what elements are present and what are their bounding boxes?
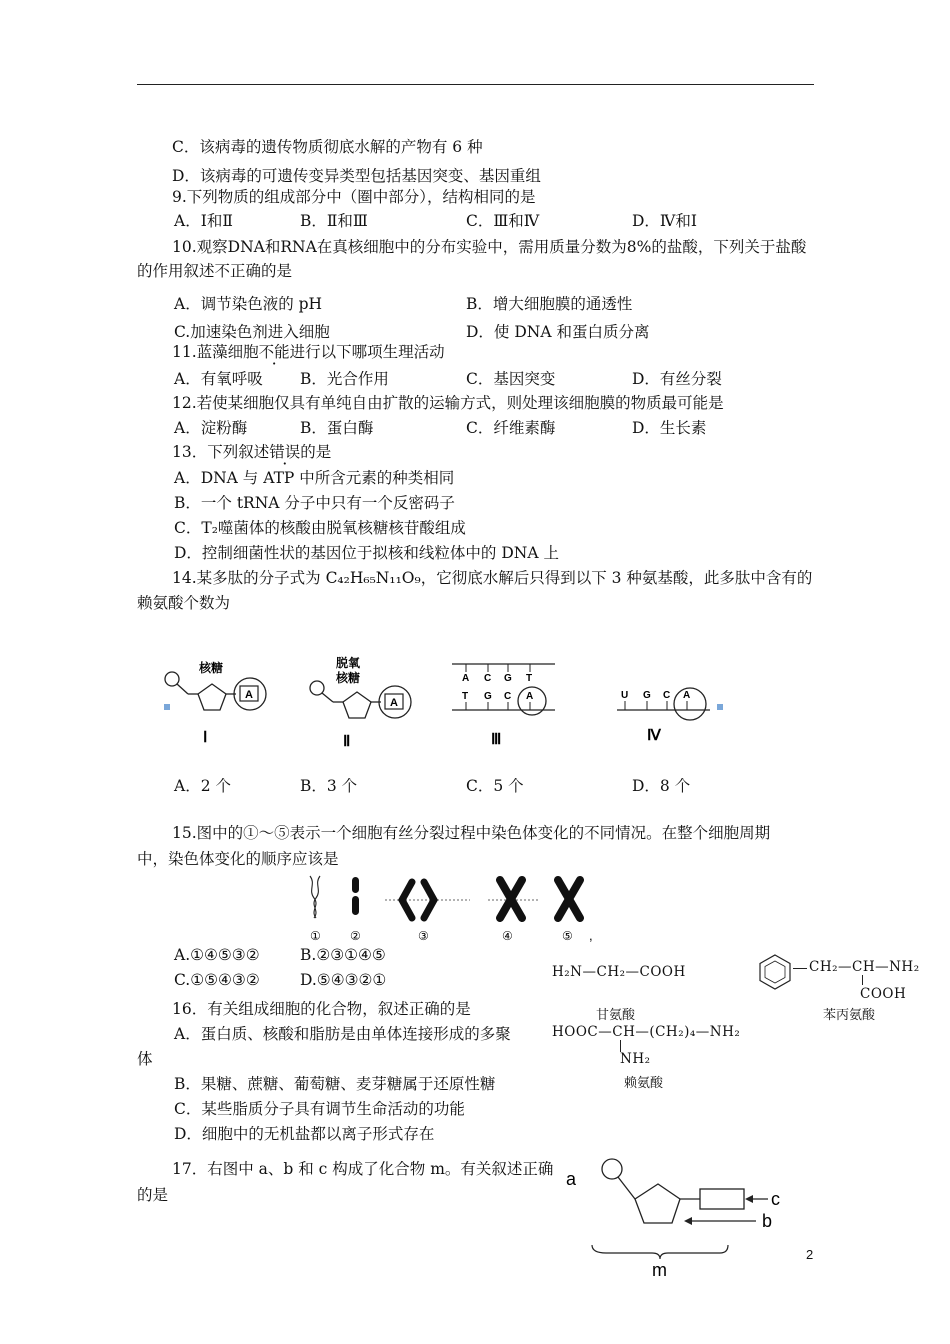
svg-text:①: ① (310, 929, 321, 943)
svg-text:G: G (484, 691, 492, 702)
q14-option-a: A．2 个 (174, 777, 231, 795)
svg-text:C: C (484, 673, 492, 684)
q11-option-c: C．基因突变 (466, 370, 556, 388)
q14-stem-line1: 14.某多肽的分子式为 C₄₂H₆₅N₁₁O₉，它彻底水解后只得到以下 3 种氨基酸，此多肽中含有的 (172, 569, 813, 587)
phe-bond (793, 968, 807, 969)
q11-emphasis: 不能 (258, 343, 290, 361)
nucleotide-figure (155, 652, 735, 752)
fig2-sugar-label-1: 脱氧 (336, 656, 361, 670)
q12-option-a: A．淀粉酶 (174, 419, 248, 437)
figure-deoxyribonucleotide (310, 655, 411, 718)
q12-option-b: B．蛋白酶 (300, 419, 374, 437)
q13-option-c: C．T₂噬菌体的核酸由脱氧核糖核苷酸组成 (174, 519, 466, 537)
q10-option-b: B．增大细胞膜的通透性 (466, 295, 633, 313)
q16-option-b: B．果糖、蔗糖、葡萄糖、麦芽糖属于还原性糖 (174, 1075, 496, 1093)
q13-option-a: A．DNA 与 ATP 中所含元素的种类相同 (174, 469, 455, 487)
svg-text:A: A (526, 691, 534, 702)
svg-text:③: ③ (418, 929, 429, 943)
q10-option-d: D．使 DNA 和蛋白质分离 (466, 323, 650, 341)
q15-stem-line2: 中，染色体变化的顺序应该是 (137, 850, 339, 868)
svg-text:A: A (683, 690, 691, 701)
q12-stem: 12.若使某细胞仅具有单纯自由扩散的运输方式，则处理该细胞膜的物质最可能是 (172, 394, 724, 412)
svg-text:G: G (504, 673, 512, 684)
chromosome-2 (352, 877, 359, 915)
q17-stem-line1: 17．右图中 a、b 和 c 构成了化合物 m。有关叙述正确 (172, 1160, 554, 1178)
q14-stem-line2: 赖氨酸个数为 (137, 594, 231, 612)
fig1-base: A (245, 689, 253, 701)
fig-label-2: Ⅱ (343, 734, 351, 750)
lysine-formula: HOOC—CH—(CH₂)₄—NH₂ (552, 1024, 741, 1040)
phe-cooh: COOH (860, 986, 907, 1002)
q16-stem: 16．有关组成细胞的化合物，叙述正确的是 (172, 1000, 471, 1018)
q16-option-a-line2: 体 (137, 1050, 153, 1068)
q13-emphasis: 错误 (269, 443, 301, 461)
chromosome-5 (558, 880, 580, 918)
page-number: 2 (806, 1247, 814, 1262)
q10-stem-line1: 10.观察DNA和RNA在真核细胞中的分布实验中，需用质量分数为8%的盐酸，下列关于盐酸 (172, 238, 807, 256)
q13-stem: 13．下列叙述错误的是 (172, 443, 332, 461)
q13-option-d: D．控制细菌性状的基因位于拟核和线粒体中的 DNA 上 (174, 544, 559, 562)
q17-stem-line2: 的是 (137, 1186, 169, 1204)
q15-option-c: C.①⑤④③② (174, 971, 260, 989)
q15-option-b: B.②③①④⑤ (300, 946, 386, 964)
benzene-ring-icon (755, 952, 795, 992)
q12-option-c: C．纤维素酶 (466, 419, 556, 437)
q12-option-d: D．生长素 (632, 419, 707, 437)
chromosome-1 (310, 876, 320, 918)
figure-ribonucleotide (164, 660, 266, 710)
fig-label-4: Ⅳ (647, 728, 661, 744)
q8-option-c: C．该病毒的遗传物质彻底水解的产物有 6 种 (172, 138, 483, 156)
lysine-name: 赖氨酸 (624, 1076, 664, 1091)
q11-option-a: A．有氧呼吸 (174, 370, 263, 388)
q9-option-a: A．Ⅰ和Ⅱ (174, 212, 233, 230)
svg-text:T: T (526, 673, 533, 684)
q8-option-d: D．该病毒的可遗传变异类型包括基因突变、基因重组 (172, 167, 541, 185)
phe-formula: CH₂—CH—NH₂ (809, 959, 920, 975)
header-rule (137, 84, 814, 85)
q15-stem-line1: 15.图中的①～⑤表示一个细胞有丝分裂过程中染色体变化的不同情况。在整个细胞周期 (172, 824, 771, 842)
svg-text:C: C (504, 691, 512, 702)
figure-rna-strand (617, 688, 723, 720)
svg-text:G: G (643, 690, 651, 701)
chromosome-figure (300, 872, 610, 944)
svg-text:T: T (462, 691, 469, 702)
chromosome-4 (488, 880, 540, 918)
svg-text:A: A (462, 673, 470, 684)
q10-stem-line2: 的作用叙述不正确的是 (137, 262, 293, 280)
fig2-sugar-label-2: 核糖 (336, 671, 361, 685)
svg-text:U: U (621, 690, 629, 701)
svg-text:⑤: ⑤ (562, 929, 573, 943)
q11-option-d: D．有丝分裂 (632, 370, 722, 388)
fig-label-3: Ⅲ (491, 732, 502, 748)
q10-option-a: A．调节染色液的 pH (174, 295, 323, 313)
selection-handle (164, 704, 170, 710)
q14-option-c: C．5 个 (466, 777, 524, 795)
glycine-formula: H₂N—CH₂—COOH (552, 964, 686, 980)
label-m: m (652, 1260, 667, 1280)
chromosome-3 (385, 882, 470, 918)
q13-option-b: B．一个 tRNA 分子中只有一个反密码子 (174, 494, 455, 512)
q11-stem: 11.蓝藻细胞不能进行以下哪项生理活动 (172, 343, 445, 361)
q16-option-d: D．细胞中的无机盐都以离子形式存在 (174, 1125, 435, 1143)
label-a: a (566, 1169, 577, 1189)
svg-text:,: , (589, 928, 593, 943)
nucleotide-m-figure (560, 1155, 790, 1280)
q15-option-d: D.⑤④③②① (300, 971, 387, 989)
q9-option-b: B．Ⅱ和Ⅲ (300, 212, 368, 230)
svg-text:A: A (390, 697, 398, 709)
svg-text:④: ④ (502, 929, 513, 943)
q9-stem: 9.下列物质的组成部分中（圈中部分），结构相同的是 (172, 188, 536, 206)
q10-option-c: C.加速染色剂进入细胞 (174, 323, 330, 341)
fig1-sugar-label: 核糖 (199, 661, 224, 675)
q9-option-d: D．Ⅳ和Ⅰ (632, 212, 698, 230)
glycine-name: 甘氨酸 (596, 1008, 636, 1023)
q16-option-c: C．某些脂质分子具有调节生命活动的功能 (174, 1100, 465, 1118)
figure-dna-double-strand (452, 664, 555, 715)
q11-option-b: B．光合作用 (300, 370, 389, 388)
label-c: c (771, 1189, 780, 1209)
phe-name: 苯丙氨酸 (823, 1008, 876, 1023)
q16-option-a-line1: A．蛋白质、核酸和脂肪是由单体连接形成的多聚 (174, 1025, 511, 1043)
svg-text:②: ② (350, 929, 361, 943)
q14-option-b: B．3 个 (300, 777, 358, 795)
q9-option-c: C．Ⅲ和Ⅳ (466, 212, 540, 230)
q15-option-a: A.①④⑤③② (174, 946, 260, 964)
q14-option-d: D．8 个 (632, 777, 691, 795)
lysine-nh2: NH₂ (620, 1051, 651, 1067)
fig-label-1: Ⅰ (203, 730, 208, 746)
svg-text:C: C (663, 690, 671, 701)
label-b: b (762, 1211, 773, 1231)
